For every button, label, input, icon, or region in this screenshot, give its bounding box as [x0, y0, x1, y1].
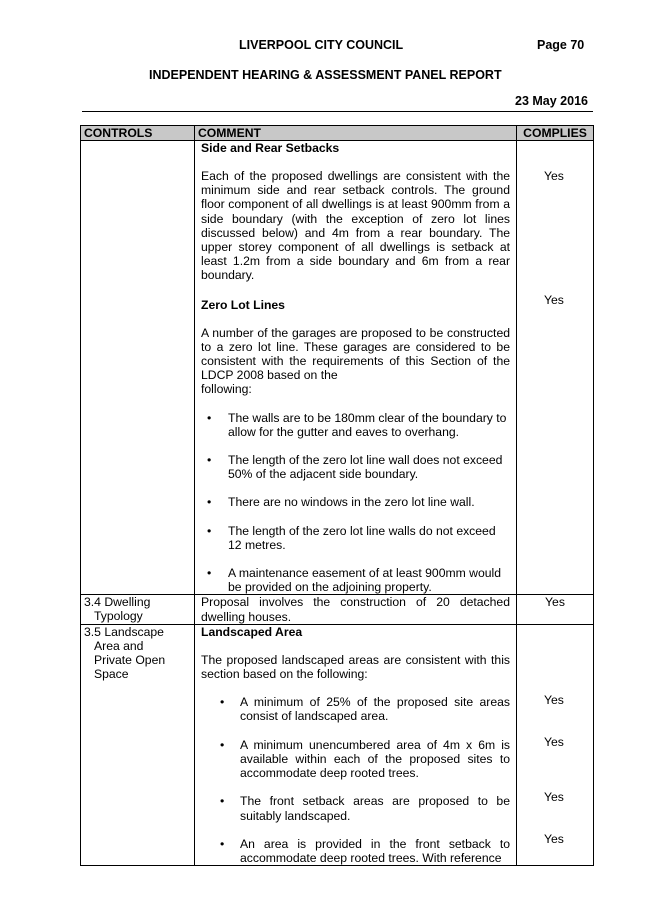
- list-item: • A minimum of 25% of the proposed site areas consist of landscaped area.: [220, 695, 510, 724]
- complies-cell: [517, 595, 594, 624]
- list-item-text: An area is provided in the front setback to accommodate deep rooted trees. With reference: [240, 836, 510, 865]
- list-item: • The length of the zero lot line wall does not exceed 50% of the adjacent side boundary.: [207, 453, 503, 482]
- complies-cell: [517, 624, 594, 865]
- control-label-cont: Space: [94, 666, 129, 681]
- control-cell: [81, 141, 195, 595]
- controls-table: [80, 125, 594, 866]
- header-rule: [82, 111, 593, 112]
- complies-value: Yes: [544, 293, 564, 307]
- control-label: 3.5 Landscape: [84, 624, 164, 639]
- list-item: • A minimum unencumbered area of 4m x 6m is available within each of the proposed sites to accommodate deep rooted trees.: [220, 737, 510, 781]
- council-name: LIVERPOOL CITY COUNCIL: [239, 38, 404, 52]
- list-item-text: A minimum of 25% of the proposed site areas consist of landscaped area.: [240, 695, 510, 724]
- table-header-row: [81, 126, 594, 141]
- table-row: [81, 624, 594, 865]
- column-header-comment: COMMENT: [195, 126, 517, 141]
- list-item-text: The front setback areas are proposed to be suitably landscaped.: [240, 794, 510, 823]
- report-title: INDEPENDENT HEARING & ASSESSMENT PANEL REPORT: [149, 68, 502, 82]
- list-item-text: A minimum unencumbered area of 4m x 6m is available within each of the proposed sites to accommodate deep rooted trees.: [240, 737, 510, 781]
- list-item: • There are no windows in the zero lot line wall.: [207, 495, 475, 510]
- complies-value: Yes: [544, 734, 564, 749]
- list-item-text: The walls are to be 180mm clear of the boundary to allow for the gutter and eaves to overhang.: [228, 410, 507, 439]
- list-item: • An area is provided in the front setback to accommodate deep rooted trees. With reference: [220, 836, 510, 865]
- complies-value: Yes: [544, 831, 564, 846]
- list-item: • A maintenance easement of at least 900mm would be provided on the adjoining property.: [207, 566, 502, 595]
- complies-cell: [517, 141, 594, 595]
- zero-lot-bullets: [201, 411, 510, 595]
- landscape-bullets: [201, 695, 510, 865]
- list-item-text: The length of the zero lot line wall does not exceed 50% of the adjacent side boundary.: [228, 453, 503, 482]
- landscape-heading: Landscaped Area: [201, 624, 303, 639]
- list-item: • The front setback areas are proposed to be suitably landscaped.: [220, 794, 510, 823]
- control-label: 3.4 Dwelling: [84, 595, 151, 610]
- dwelling-text: Proposal involves the construction of 20 detached dwelling houses.: [201, 595, 510, 624]
- comment-cell: [195, 624, 517, 865]
- zero-lot-intro: A number of the garages are proposed to be constructed to a zero lot line. These garages are considered to be consistent with the requirements of this Section of the LDCP 2008 based on the: [201, 325, 510, 383]
- control-label-cont: Typology: [94, 609, 143, 624]
- complies-value: Yes: [545, 595, 565, 610]
- complies-value: Yes: [544, 169, 564, 183]
- control-label-cont: Area and: [94, 638, 144, 653]
- control-label-cont: Private Open: [94, 652, 166, 667]
- list-item: • The length of the zero lot line walls do not exceed 12 metres.: [207, 523, 496, 552]
- report-date: 23 May 2016: [515, 94, 588, 108]
- zero-lot-heading: Zero Lot Lines: [201, 297, 285, 312]
- list-item-text: There are no windows in the zero lot line wall.: [228, 495, 475, 510]
- table-row: [81, 595, 594, 624]
- zero-lot-intro-end: following:: [201, 382, 252, 397]
- list-item-text: A maintenance easement of at least 900mm would be provided on the adjoining property.: [228, 566, 502, 595]
- list-item: • The walls are to be 180mm clear of the boundary to allow for the gutter and eaves to overhang.: [207, 410, 507, 439]
- side-rear-text: Each of the proposed dwellings are consistent with the minimum side and rear setback controls. The ground floor component of all dwellings is at least 900mm from a side boundary (with the exception of zero lot lines discussed below) and 4m from a rear boundary. The upper storey component of all dwellings is setback at least 1.2m from a side boundary and 6m from a rear boundary.: [201, 169, 510, 283]
- column-header-controls: CONTROLS: [81, 126, 195, 141]
- list-item-text: The length of the zero lot line walls do not exceed 12 metres.: [228, 523, 496, 552]
- complies-value: Yes: [544, 789, 564, 804]
- comment-cell: [195, 141, 517, 595]
- complies-value: Yes: [544, 692, 564, 707]
- side-rear-heading: Side and Rear Setbacks: [201, 141, 340, 155]
- control-cell: [81, 595, 195, 624]
- page-number: Page 70: [537, 38, 585, 52]
- column-header-complies: COMPLIES: [517, 126, 594, 141]
- comment-cell: [195, 595, 517, 624]
- control-cell: [81, 624, 195, 865]
- landscape-intro: The proposed landscaped areas are consistent with this section based on the following:: [201, 652, 510, 682]
- table-row: [81, 141, 594, 595]
